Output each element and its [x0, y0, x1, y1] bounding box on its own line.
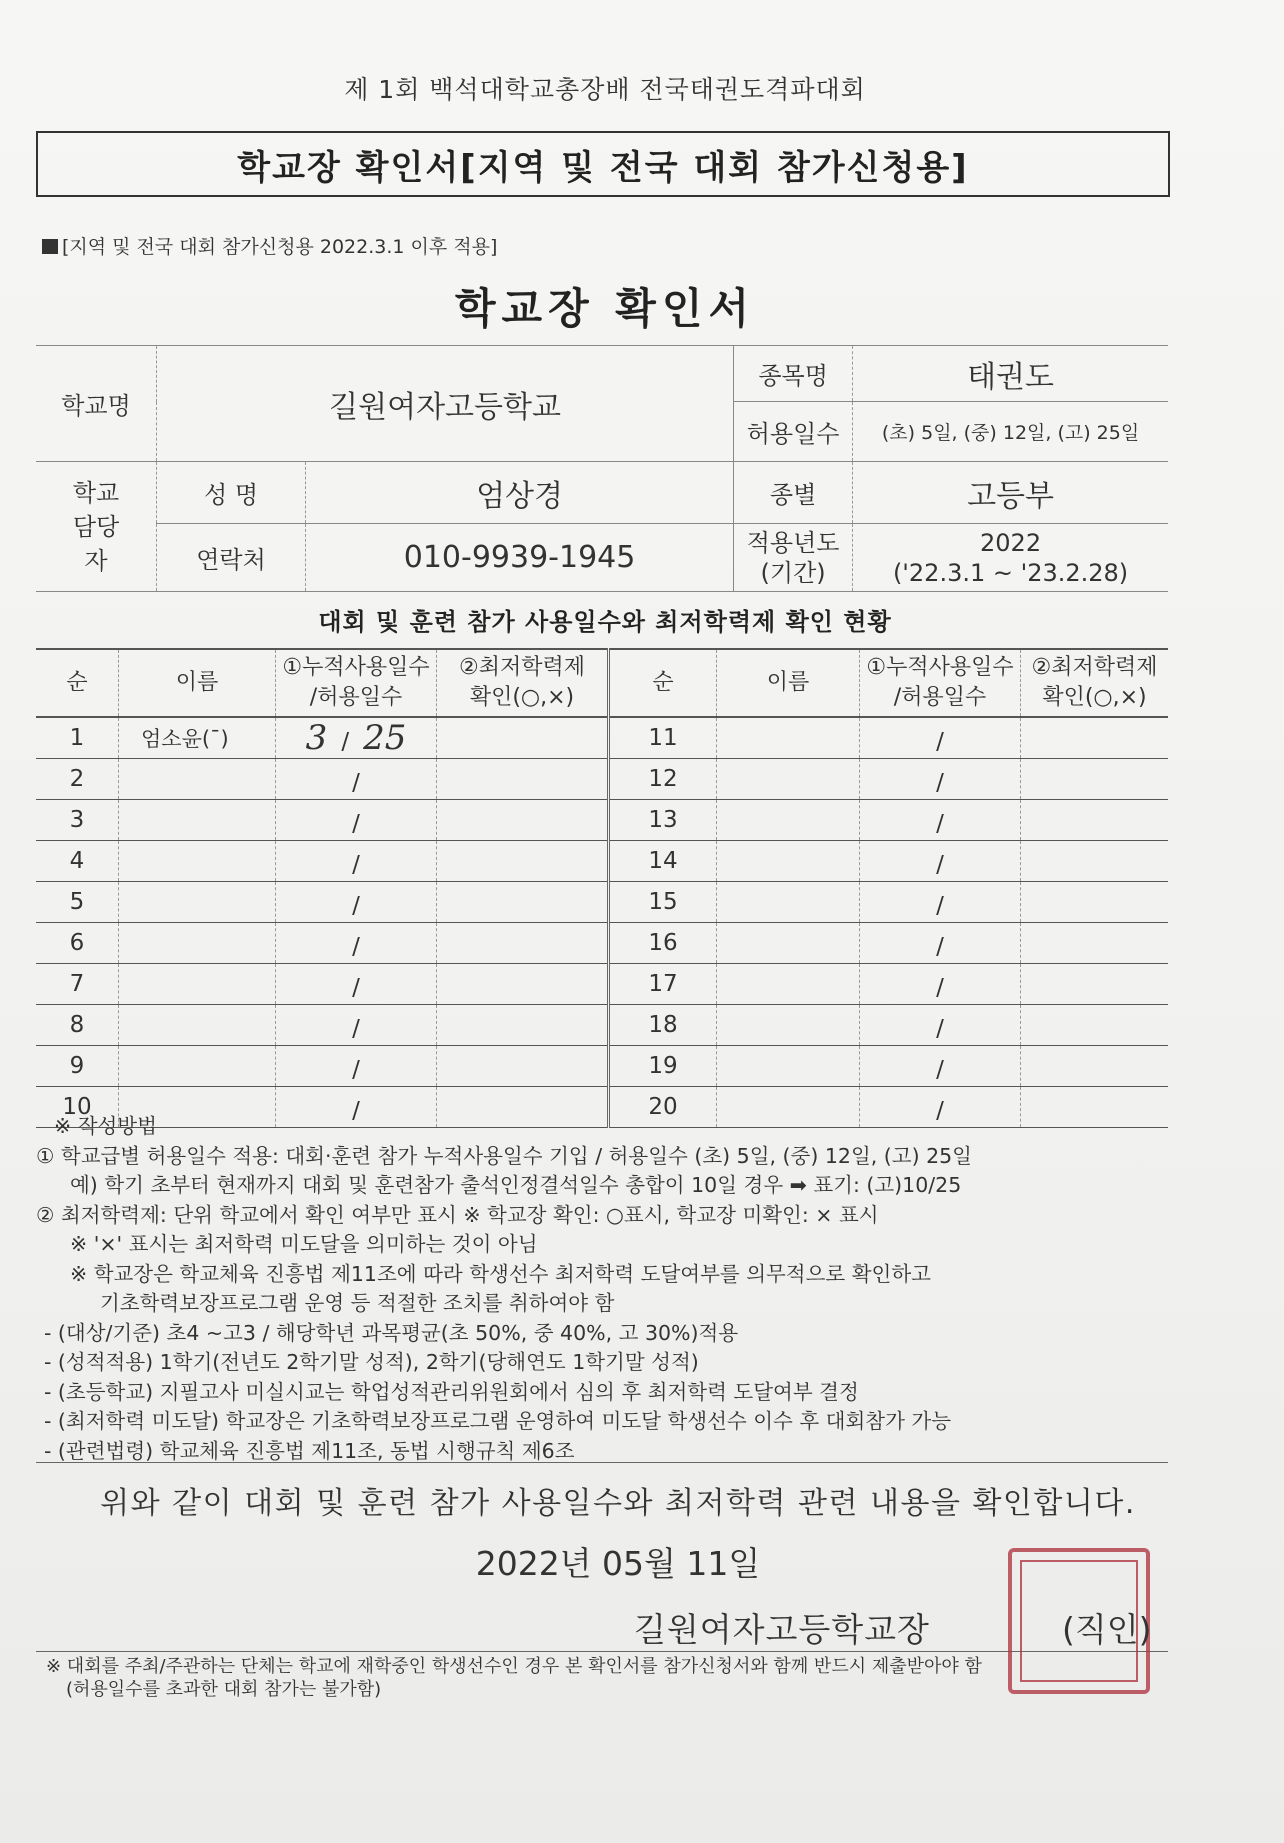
row-name	[717, 717, 860, 759]
days-slash: /	[936, 811, 944, 837]
row-name	[119, 964, 276, 1005]
contact-value: 010-9939-1945	[306, 524, 734, 592]
row-number: 19	[609, 1046, 717, 1087]
days-cell	[276, 759, 437, 800]
header-name: 이름	[119, 649, 276, 717]
manager-name: 엄상경	[306, 462, 734, 524]
confirmation-statement: 위와 같이 대회 및 훈련 참가 사용일수와 최저학력 관련 내용을 확인합니다.	[100, 1486, 1136, 1521]
days-slash: /	[936, 893, 944, 919]
days-slash: /	[936, 934, 944, 960]
row-name	[119, 923, 276, 964]
row-name	[717, 1046, 860, 1087]
row-number: 12	[609, 759, 717, 800]
note-2c: 기초학력보장프로그램 운영 등 적절한 조치를 취하여야 함	[100, 1291, 615, 1315]
year: 2022	[980, 528, 1042, 557]
min-check	[437, 1046, 609, 1087]
table-row	[36, 923, 1168, 964]
footer-divider	[36, 1651, 1168, 1652]
header-no: 순	[36, 649, 119, 717]
row-number: 13	[609, 800, 717, 841]
row-number: 20	[609, 1087, 717, 1128]
divider	[36, 1462, 1168, 1463]
days-cell	[276, 841, 437, 882]
min-check	[437, 717, 609, 759]
header-min-2-right: 확인(○,×)	[1042, 685, 1147, 710]
row-number: 14	[609, 841, 717, 882]
header-no-right: 순	[609, 649, 717, 717]
main-title: 학교장 확인서	[454, 284, 756, 333]
days-cell	[276, 964, 437, 1005]
table-row	[36, 717, 1168, 759]
note-d1: - (대상/기준) 초4 ~고3 / 해당학년 과목평균(초 50%, 중 40%, 고 30%)적용	[44, 1320, 739, 1345]
notes-title: ※ 작성방법	[54, 1114, 157, 1138]
days-slash: /	[936, 1016, 944, 1042]
table-row	[36, 882, 1168, 923]
row-name	[119, 841, 276, 882]
row-name	[717, 841, 860, 882]
allowed-days: 25	[363, 718, 407, 758]
min-check	[1021, 800, 1169, 841]
participation-table	[36, 648, 1168, 1128]
year-label-line1: 적용년도	[746, 528, 840, 557]
days-cell	[276, 923, 437, 964]
days-slash: /	[341, 729, 350, 755]
row-name	[119, 759, 276, 800]
contest-title: 제 1회 백석대학교총장배 전국태권도격파대회	[344, 75, 866, 104]
row-number: 10	[36, 1087, 119, 1128]
row-number: 11	[609, 717, 717, 759]
row-number: 18	[609, 1005, 717, 1046]
boxed-title: 학교장 확인서[지역 및 전국 대회 참가신청용]	[36, 131, 1170, 197]
division-value: 고등부	[853, 462, 1168, 524]
days-cell	[276, 1046, 437, 1087]
row-number: 16	[609, 923, 717, 964]
year-label-line2: (기간)	[760, 558, 826, 587]
days-slash: /	[352, 852, 360, 878]
min-check	[437, 923, 609, 964]
footer-line1: ※ 대회를 주최/주관하는 단체는 학교에 재학중인 학생선수인 경우 본 확인서를 참가신청서와 함께 반드시 제출받아야 함	[46, 1656, 982, 1677]
row-number: 6	[36, 923, 119, 964]
days-slash: /	[936, 1057, 944, 1083]
days-cell	[860, 841, 1021, 882]
header-name-right: 이름	[717, 649, 860, 717]
table-row	[36, 1005, 1168, 1046]
year-label	[734, 524, 853, 592]
min-check	[437, 1005, 609, 1046]
allowed-days-value: (초) 5일, (중) 12일, (고) 25일	[853, 402, 1168, 462]
days-cell	[276, 1005, 437, 1046]
min-check	[437, 964, 609, 1005]
header-days-1: ①누적사용일수	[282, 655, 430, 681]
row-name	[717, 923, 860, 964]
days-cell	[860, 759, 1021, 800]
row-name	[717, 800, 860, 841]
note-2b: ※ 학교장은 학교체육 진흥법 제11조에 따라 학생선수 최저학력 도달여부를 의무적으로 확인하고	[70, 1261, 931, 1286]
row-name	[119, 800, 276, 841]
min-check	[1021, 923, 1169, 964]
days-cell	[276, 800, 437, 841]
event-value: 태권도	[853, 346, 1168, 402]
header-days-2-right: /허용일수	[893, 685, 987, 710]
row-name	[717, 1005, 860, 1046]
row-number: 8	[36, 1005, 119, 1046]
row-name	[717, 964, 860, 1005]
allowed-days-label: 허용일수	[734, 402, 853, 462]
days-slash: /	[936, 1098, 944, 1124]
form-subnote	[42, 232, 497, 259]
days-slash: /	[352, 1016, 360, 1042]
min-check	[1021, 964, 1169, 1005]
row-number: 1	[36, 717, 119, 759]
row-number: 7	[36, 964, 119, 1005]
min-check	[437, 841, 609, 882]
days-slash: /	[936, 770, 944, 796]
min-check	[437, 759, 609, 800]
used-days: 3	[305, 718, 328, 758]
row-name	[717, 759, 860, 800]
note-d4: - (최저학력 미도달) 학교장은 기초학력보장프로그램 운영하여 미도달 학생선수 이수 후 대회참가 가능	[44, 1409, 951, 1433]
confirmation-date: 2022년 05월 11일	[475, 1544, 761, 1583]
note-2: ② 최저학력제: 단위 학교에서 확인 여부만 표시 ※ 학교장 확인: ○표시, 학교장 미확인: × 표시	[36, 1202, 879, 1227]
header-days-right	[860, 649, 1021, 717]
days-slash: /	[936, 975, 944, 1001]
note-d5: - (관련법령) 학교체육 진흥법 제11조, 동법 시행규칙 제6조	[44, 1438, 575, 1463]
table-row	[36, 759, 1168, 800]
days-slash: /	[352, 770, 360, 796]
min-check	[437, 882, 609, 923]
row-name	[119, 882, 276, 923]
row-name	[119, 1005, 276, 1046]
days-cell	[860, 923, 1021, 964]
days-cell	[860, 717, 1021, 759]
note-d3: - (초등학교) 지필고사 미실시교는 학업성적관리위원회에서 심의 후 최저학력 도달여부 결정	[44, 1379, 859, 1404]
table-row	[36, 841, 1168, 882]
seal-mark: (직인)	[1062, 1610, 1152, 1649]
min-check	[437, 800, 609, 841]
info-table	[36, 345, 1168, 592]
contact-label: 연락처	[157, 524, 306, 592]
min-check	[1021, 1046, 1169, 1087]
row-number: 4	[36, 841, 119, 882]
instructions	[36, 1112, 1176, 1466]
row-number: 5	[36, 882, 119, 923]
min-check	[1021, 1005, 1169, 1046]
days-slash: /	[352, 934, 360, 960]
header-days-2: /허용일수	[309, 685, 403, 710]
days-cell	[860, 882, 1021, 923]
min-check	[1021, 717, 1169, 759]
days-slash: /	[352, 975, 360, 1001]
row-number: 9	[36, 1046, 119, 1087]
days-slash: /	[352, 1057, 360, 1083]
footer-note	[46, 1655, 982, 1701]
note-1b: 예) 학기 초부터 현재까지 대회 및 훈련참가 출석인정결석일수 총합이 10일 경우 ➡ 표기: (고)10/25	[70, 1173, 962, 1197]
header-min-2: 확인(○,×)	[469, 685, 575, 710]
days-cell	[860, 1005, 1021, 1046]
header-min-1-right: ②최저학력제	[1031, 655, 1158, 681]
section-title: 대회 및 훈련 참가 사용일수와 최저학력제 확인 현황	[318, 608, 892, 636]
manager-label: 학교 담당자	[36, 462, 157, 592]
min-check	[1021, 841, 1169, 882]
note-1a: ① 학교급별 허용일수 적용: 대회·훈련 참가 누적사용일수 기입 / 허용일수 (초) 5일, (중) 12일, (고) 25일	[36, 1143, 972, 1168]
principal-name: 길원여자고등학교장	[634, 1610, 930, 1649]
table-row	[36, 800, 1168, 841]
row-number: 2	[36, 759, 119, 800]
days-cell	[860, 964, 1021, 1005]
division-label: 종별	[734, 462, 853, 524]
note-d2: - (성적적용) 1학기(전년도 2학기말 성적), 2학기(당해연도 1학기말 성적)	[44, 1350, 699, 1374]
row-number: 15	[609, 882, 717, 923]
table-row	[36, 1046, 1168, 1087]
school-name-label: 학교명	[36, 346, 157, 462]
row-number: 17	[609, 964, 717, 1005]
event-label: 종목명	[734, 346, 853, 402]
header-min-right	[1021, 649, 1169, 717]
days-cell	[860, 1046, 1021, 1087]
table-row	[36, 964, 1168, 1005]
row-name: 엄소윤(ˉ)	[119, 717, 276, 759]
name-label: 성 명	[157, 462, 306, 524]
square-bullet-icon	[42, 239, 58, 254]
table-header-row	[36, 649, 1168, 717]
header-days-1-right: ①누적사용일수	[866, 655, 1014, 681]
days-slash: /	[352, 1098, 360, 1124]
header-days	[276, 649, 437, 717]
days-cell	[276, 717, 437, 759]
year-value	[853, 524, 1168, 592]
header-min-1: ②최저학력제	[459, 655, 585, 681]
row-name	[717, 882, 860, 923]
row-number: 3	[36, 800, 119, 841]
days-slash: /	[352, 893, 360, 919]
subnote-text: [지역 및 전국 대회 참가신청용 2022.3.1 이후 적용]	[62, 236, 498, 258]
days-cell	[276, 882, 437, 923]
days-cell	[860, 800, 1021, 841]
days-slash: /	[936, 729, 944, 755]
school-name: 길원여자고등학교	[157, 346, 734, 462]
note-2a: ※ '×' 표시는 최저학력 미도달을 의미하는 것이 아님	[70, 1232, 538, 1256]
min-check	[1021, 882, 1169, 923]
min-check	[1021, 759, 1169, 800]
days-slash: /	[936, 852, 944, 878]
period: ('22.3.1 ~ '23.2.28)	[892, 558, 1129, 587]
row-name	[119, 1046, 276, 1087]
footer-line2: (허용일수를 초과한 대회 참가는 불가함)	[66, 1679, 382, 1700]
days-slash: /	[352, 811, 360, 837]
header-min	[437, 649, 609, 717]
